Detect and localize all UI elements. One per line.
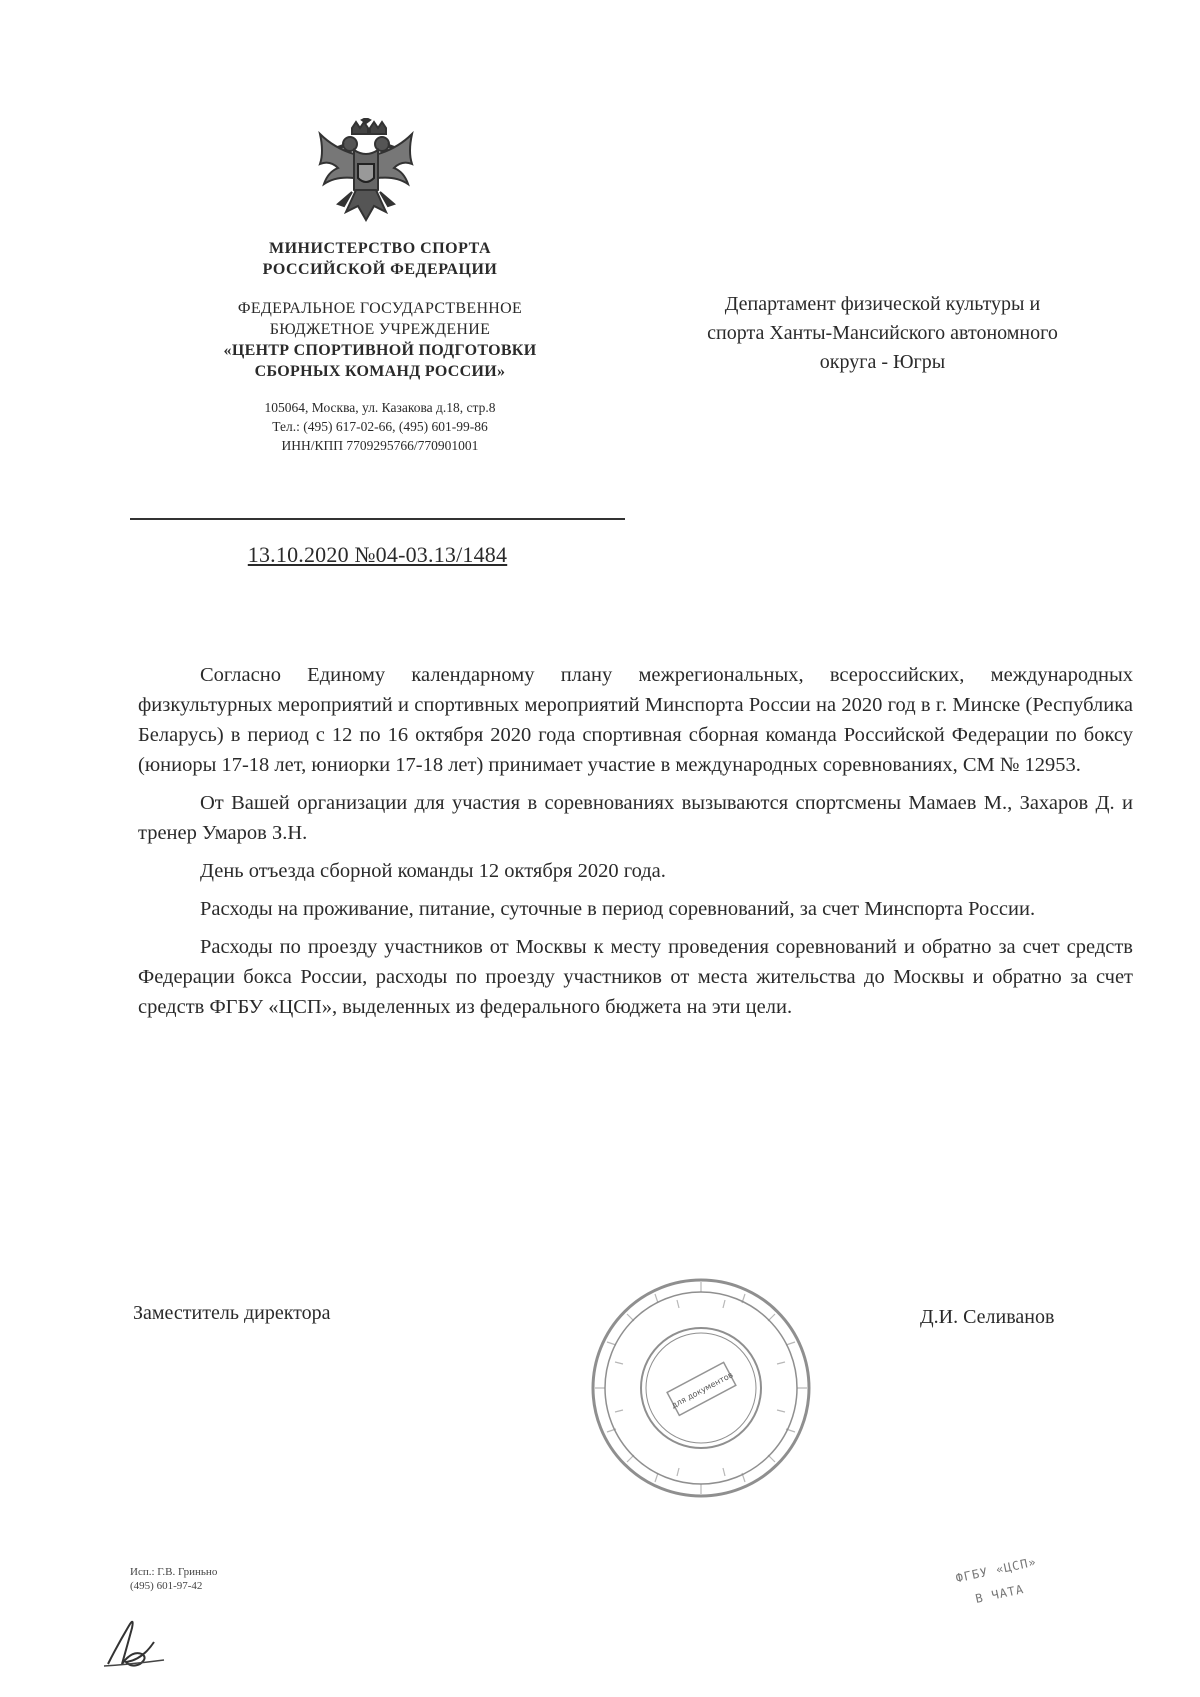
received-stamp-line: В ЧАТА (974, 1582, 1026, 1606)
inn-kpp: ИНН/КПП 7709295766/770901001 (281, 438, 479, 453)
contact-details (140, 398, 620, 455)
address: 105064, Москва, ул. Казакова д.18, стр.8 (264, 400, 496, 415)
executor-phone: (495) 601-97-42 (130, 1580, 203, 1592)
signatory-role: Заместитель директора (133, 1302, 331, 1324)
phone: Тел.: (495) 617-02-66, (495) 601-99-86 (272, 419, 488, 434)
official-seal-icon (585, 1272, 817, 1504)
ministry-line: МИНИСТЕРСТВО СПОРТА (269, 240, 491, 257)
received-stamp-line: ФГБУ «ЦСП» (954, 1554, 1038, 1586)
signatory-name: Д.И. Селиванов (920, 1306, 1055, 1328)
received-stamp (955, 1545, 1075, 1605)
body-paragraph: Расходы на проживание, питание, суточные в период соревнований, за счет Минспорта России. (200, 898, 1036, 920)
addressee-line: Департамент физической культуры и (724, 293, 1041, 315)
addressee (630, 290, 1135, 377)
letter-body (138, 660, 1133, 1030)
executor-info (130, 1565, 217, 1593)
document-reference: 13.10.2020 №04-03.13/1484 (247, 542, 508, 567)
ministry-name (140, 238, 620, 280)
body-paragraph: Согласно Единому календарному плану межрегиональных, всероссийских, международных физкультурных мероприятий и спортивных мероприятий Минспорта России на 2020 год в г. Минске (Республика Беларусь) в период с 12 по 16 октября 2020 года спортивная сборная команда Российской Федерации по боксу (юниоры 17-18 лет, юниорки 17-18 лет) принимает участие в международных соревнованиях, СМ № 12953. (138, 664, 1133, 776)
seal-center-text: для документов (669, 1370, 735, 1411)
body-paragraph: От Вашей организации для участия в соревнованиях вызываются спортсмены Мамаев М., Захаров Д. и тренер Умаров З.Н. (138, 792, 1133, 844)
letterhead (140, 238, 620, 455)
executor-name: Исп.: Г.В. Гриньно (130, 1566, 218, 1578)
ministry-line: РОССИЙСКОЙ ФЕДЕРАЦИИ (262, 261, 498, 278)
org-line: СБОРНЫХ КОМАНД РОССИИ» (254, 363, 506, 380)
org-line: «ЦЕНТР СПОРТИВНОЙ ПОДГОТОВКИ (223, 342, 537, 359)
letterhead-divider (130, 518, 625, 520)
org-line: БЮДЖЕТНОЕ УЧРЕЖДЕНИЕ (269, 321, 491, 338)
handwritten-initials-icon (100, 1612, 170, 1672)
coat-of-arms-icon (312, 118, 420, 230)
body-paragraph: День отъезда сборной команды 12 октября 2020 года. (200, 860, 666, 882)
addressee-line: округа - Югры (819, 351, 946, 373)
body-paragraph: Расходы по проезду участников от Москвы к месту проведения соревнований и обратно за счет средств Федерации бокса России, расходы по проезду участников от места жительства до Москвы и обратно за счет средств ФГБУ «ЦСП», выделенных из федерального бюджета на эти цели. (138, 936, 1133, 1018)
organization-name (140, 298, 620, 382)
org-line: ФЕДЕРАЛЬНОЕ ГОСУДАРСТВЕННОЕ (237, 300, 523, 317)
addressee-line: спорта Ханты-Мансийского автономного (707, 322, 1058, 344)
